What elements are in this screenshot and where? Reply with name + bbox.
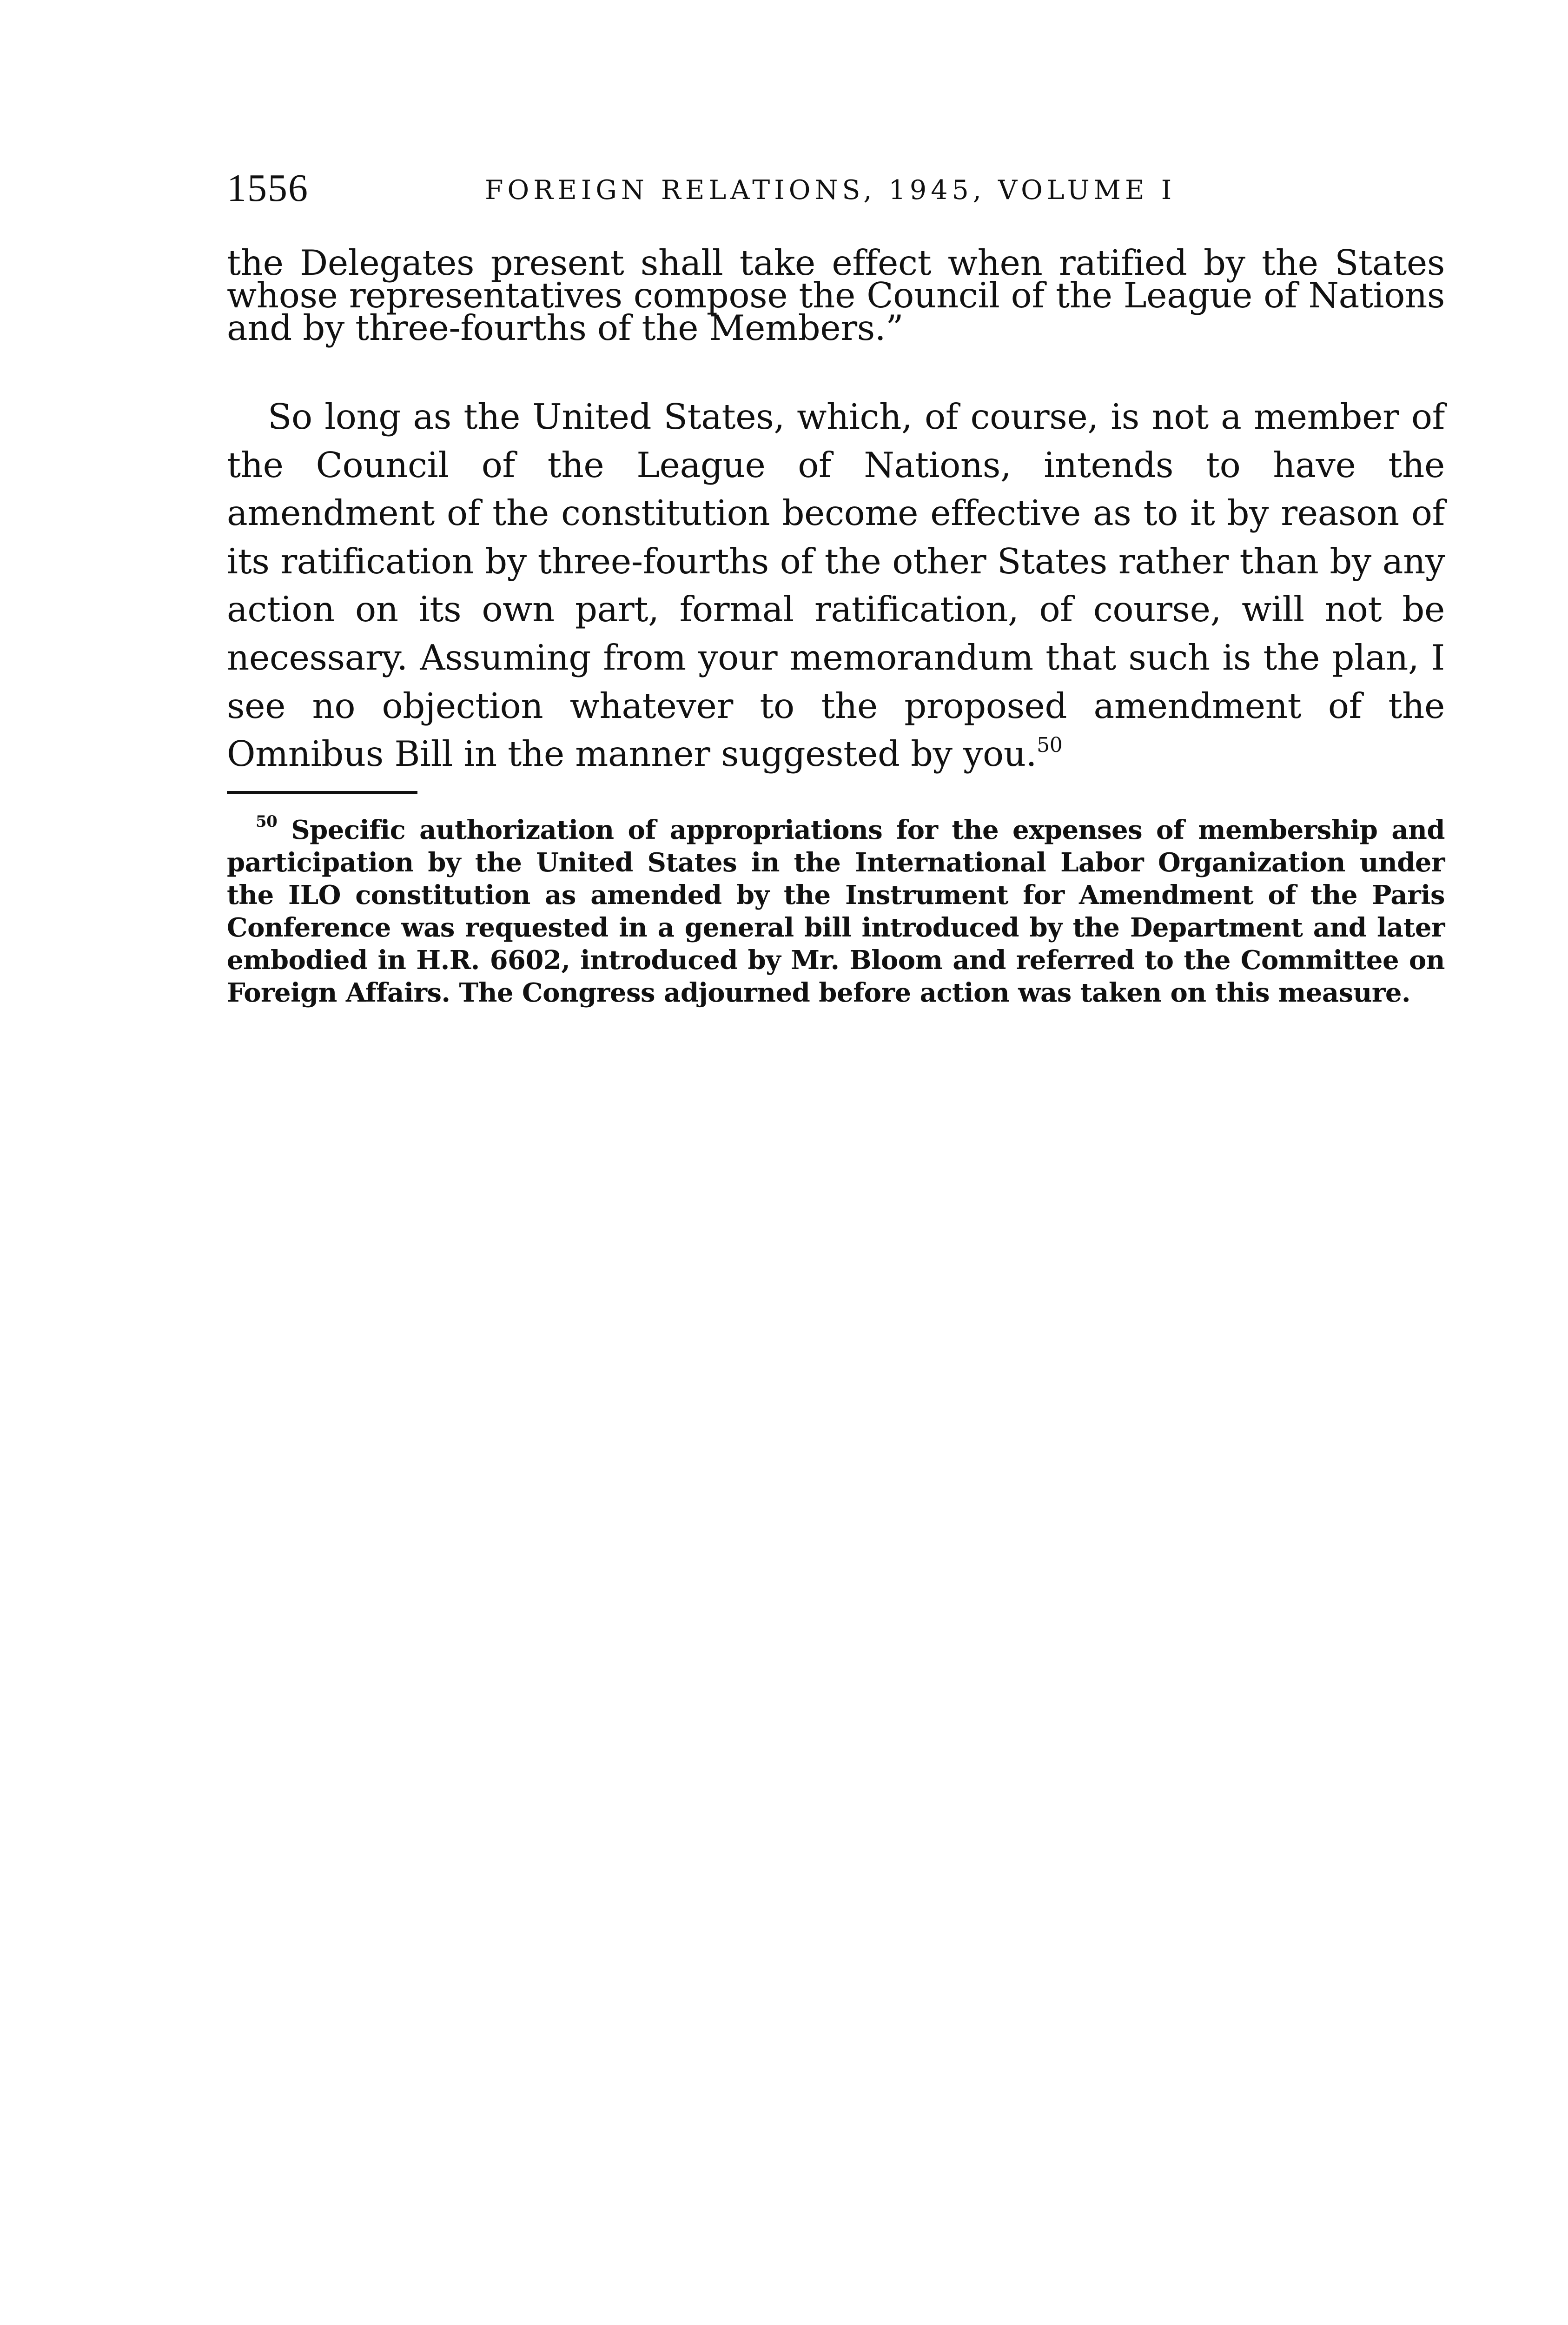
running-title: FOREIGN RELATIONS, 1945, VOLUME I bbox=[485, 175, 1176, 206]
footnote-reference: 50 bbox=[1037, 733, 1063, 757]
page-number: 1556 bbox=[227, 166, 309, 210]
quote-continuation-paragraph: the Delegates present shall take effect when ratified by the States whose representatives compose the Council of the League of Nations and by three-fourths of the Members.” bbox=[227, 242, 1445, 348]
footnote-text: Specific authorization of appropriations for the expenses of membership and participation by the United States in the International Labor Organization under the ILO constitution as amended by the Instrument for Amendment of the Paris Conference was requested in a general bill introduced by the Department and later embodied in H.R. 6602, introduced by Mr. Bloom and referred to the Committee on Foreign Affairs. The Congress adjourned before action was taken on this measure. bbox=[227, 815, 1445, 1008]
footnote-marker: 50 bbox=[256, 812, 278, 831]
footnote bbox=[227, 814, 1445, 1009]
body-paragraph bbox=[227, 393, 1445, 778]
footnote-divider bbox=[227, 791, 417, 794]
running-header bbox=[227, 165, 1445, 216]
body-paragraph-text: So long as the United States, which, of course, is not a member of the Council of the League of Nations, intends to have the amendment of the constitution become effective as to it by reason of its ratification by three-fourths of the other States rather than by any action on its own part, formal ratification, of course, will not be necessary. Assuming from your memorandum that such is the plan, I see no objection whatever to the proposed amendment of the Omnibus Bill in the manner suggested by you. bbox=[227, 396, 1445, 775]
